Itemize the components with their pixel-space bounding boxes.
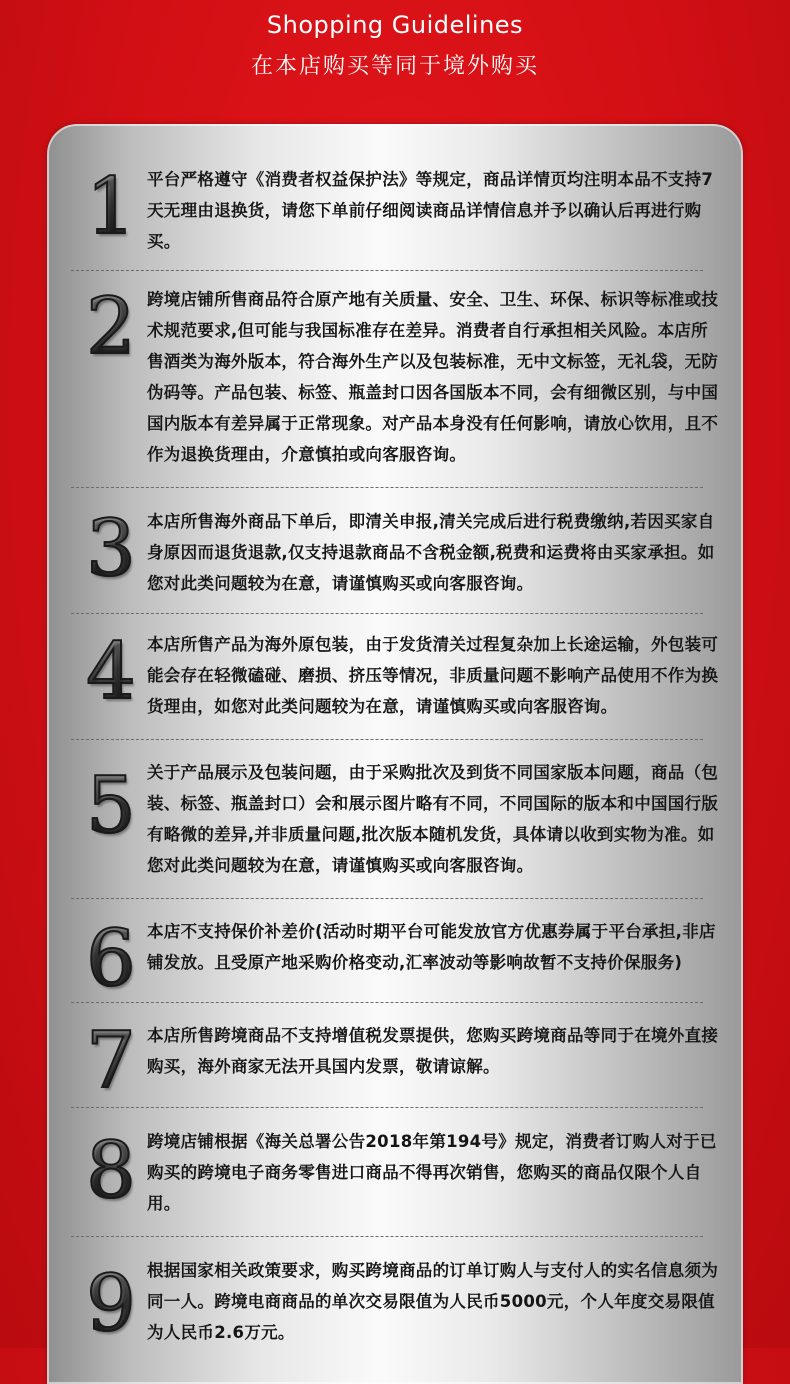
divider bbox=[71, 1107, 703, 1108]
divider bbox=[71, 1002, 703, 1003]
guideline-number: 7 bbox=[71, 1022, 151, 1100]
guideline-number: 5 bbox=[71, 767, 151, 845]
guideline-text: 本店所售海外商品下单后，即清关申报,清关完成后进行税费缴纳,若因买家自身原因而退货退款,仅支持退款商品不含税金额,税费和运费将由买家承担。如您对此类问题较为在意，请谨慎购买或向客服咨询。 bbox=[147, 512, 715, 593]
guideline-text: 本店不支持保价补差价(活动时期平台可能发放官方优惠券属于平台承担,非店铺发放。且受原产地采购价格变动,汇率波动等影响故暂不支持价保服务) bbox=[147, 922, 716, 972]
divider bbox=[71, 487, 703, 488]
guideline-number: 2 bbox=[71, 288, 151, 366]
divider bbox=[71, 898, 703, 899]
title-english: Shopping Guidelines bbox=[266, 11, 524, 39]
guideline-text: 本店所售产品为海外原包装，由于发货清关过程复杂加上长途运输，外包装可能会存在轻微磕碰、磨损、挤压等情况，非质量问题不影响产品使用不作为换货理由，如您对此类问题较为在意，请谨慎购买或向客服咨询。 bbox=[147, 635, 719, 716]
guideline-number: 1 bbox=[71, 168, 151, 246]
guidelines-panel bbox=[47, 124, 743, 1384]
guideline-text: 跨境店铺根据《海关总署公告2018年第194号》规定，消费者订购人对于已购买的跨境电子商务零售进口商品不得再次销售，您购买的商品仅限个人自用。 bbox=[147, 1132, 717, 1213]
guideline-number: 4 bbox=[71, 633, 151, 711]
guideline-number: 6 bbox=[71, 920, 151, 998]
divider bbox=[71, 270, 703, 271]
guideline-text: 平台严格遵守《消费者权益保护法》等规定，商品详情页均注明本品不支持7天无理由退换货，请您下单前仔细阅读商品详情信息并予以确认后再进行购买。 bbox=[147, 170, 714, 251]
guideline-number: 9 bbox=[71, 1265, 151, 1343]
title-chinese: 在本店购买等同于境外购买 bbox=[250, 54, 539, 79]
divider bbox=[71, 1236, 703, 1237]
guideline-text: 关于产品展示及包装问题，由于采购批次及到货不同国家版本问题，商品（包装、标签、瓶盖封口）会和展示图片略有不同，不同国际的版本和中国国行版有略微的差异,并非质量问题,批次版本随机发货，具体请以收到实物为准。如您对此类问题较为在意，请谨慎购买或向客服咨询。 bbox=[147, 763, 719, 875]
guideline-text: 根据国家相关政策要求，购买跨境商品的订单订购人与支付人的实名信息须为同一人。跨境电商商品的单次交易限值为人民币5000元，个人年度交易限值为人民币2.6万元。 bbox=[147, 1261, 719, 1342]
divider bbox=[71, 739, 703, 740]
guideline-number: 8 bbox=[71, 1132, 151, 1210]
guideline-text: 跨境店铺所售商品符合原产地有关质量、安全、卫生、环保、标识等标准或技术规范要求,但可能与我国标准存在差异。消费者自行承担相关风险。本店所售酒类为海外版本，符合海外生产以及包装标准，无中文标签，无礼袋，无防伪码等。产品包装、标签、瓶盖封口因各国版本不同，会有细微区别，与中国国内版本有差异属于正常现象。对产品本身没有任何影响，请放心饮用，且不作为退换货理由，介意慎拍或向客服咨询。 bbox=[147, 290, 719, 464]
guideline-text: 本店所售跨境商品不支持增值税发票提供，您购买跨境商品等同于在境外直接购买，海外商家无法开具国内发票，敬请谅解。 bbox=[147, 1026, 719, 1076]
divider bbox=[71, 613, 703, 614]
guideline-number: 3 bbox=[71, 510, 151, 588]
